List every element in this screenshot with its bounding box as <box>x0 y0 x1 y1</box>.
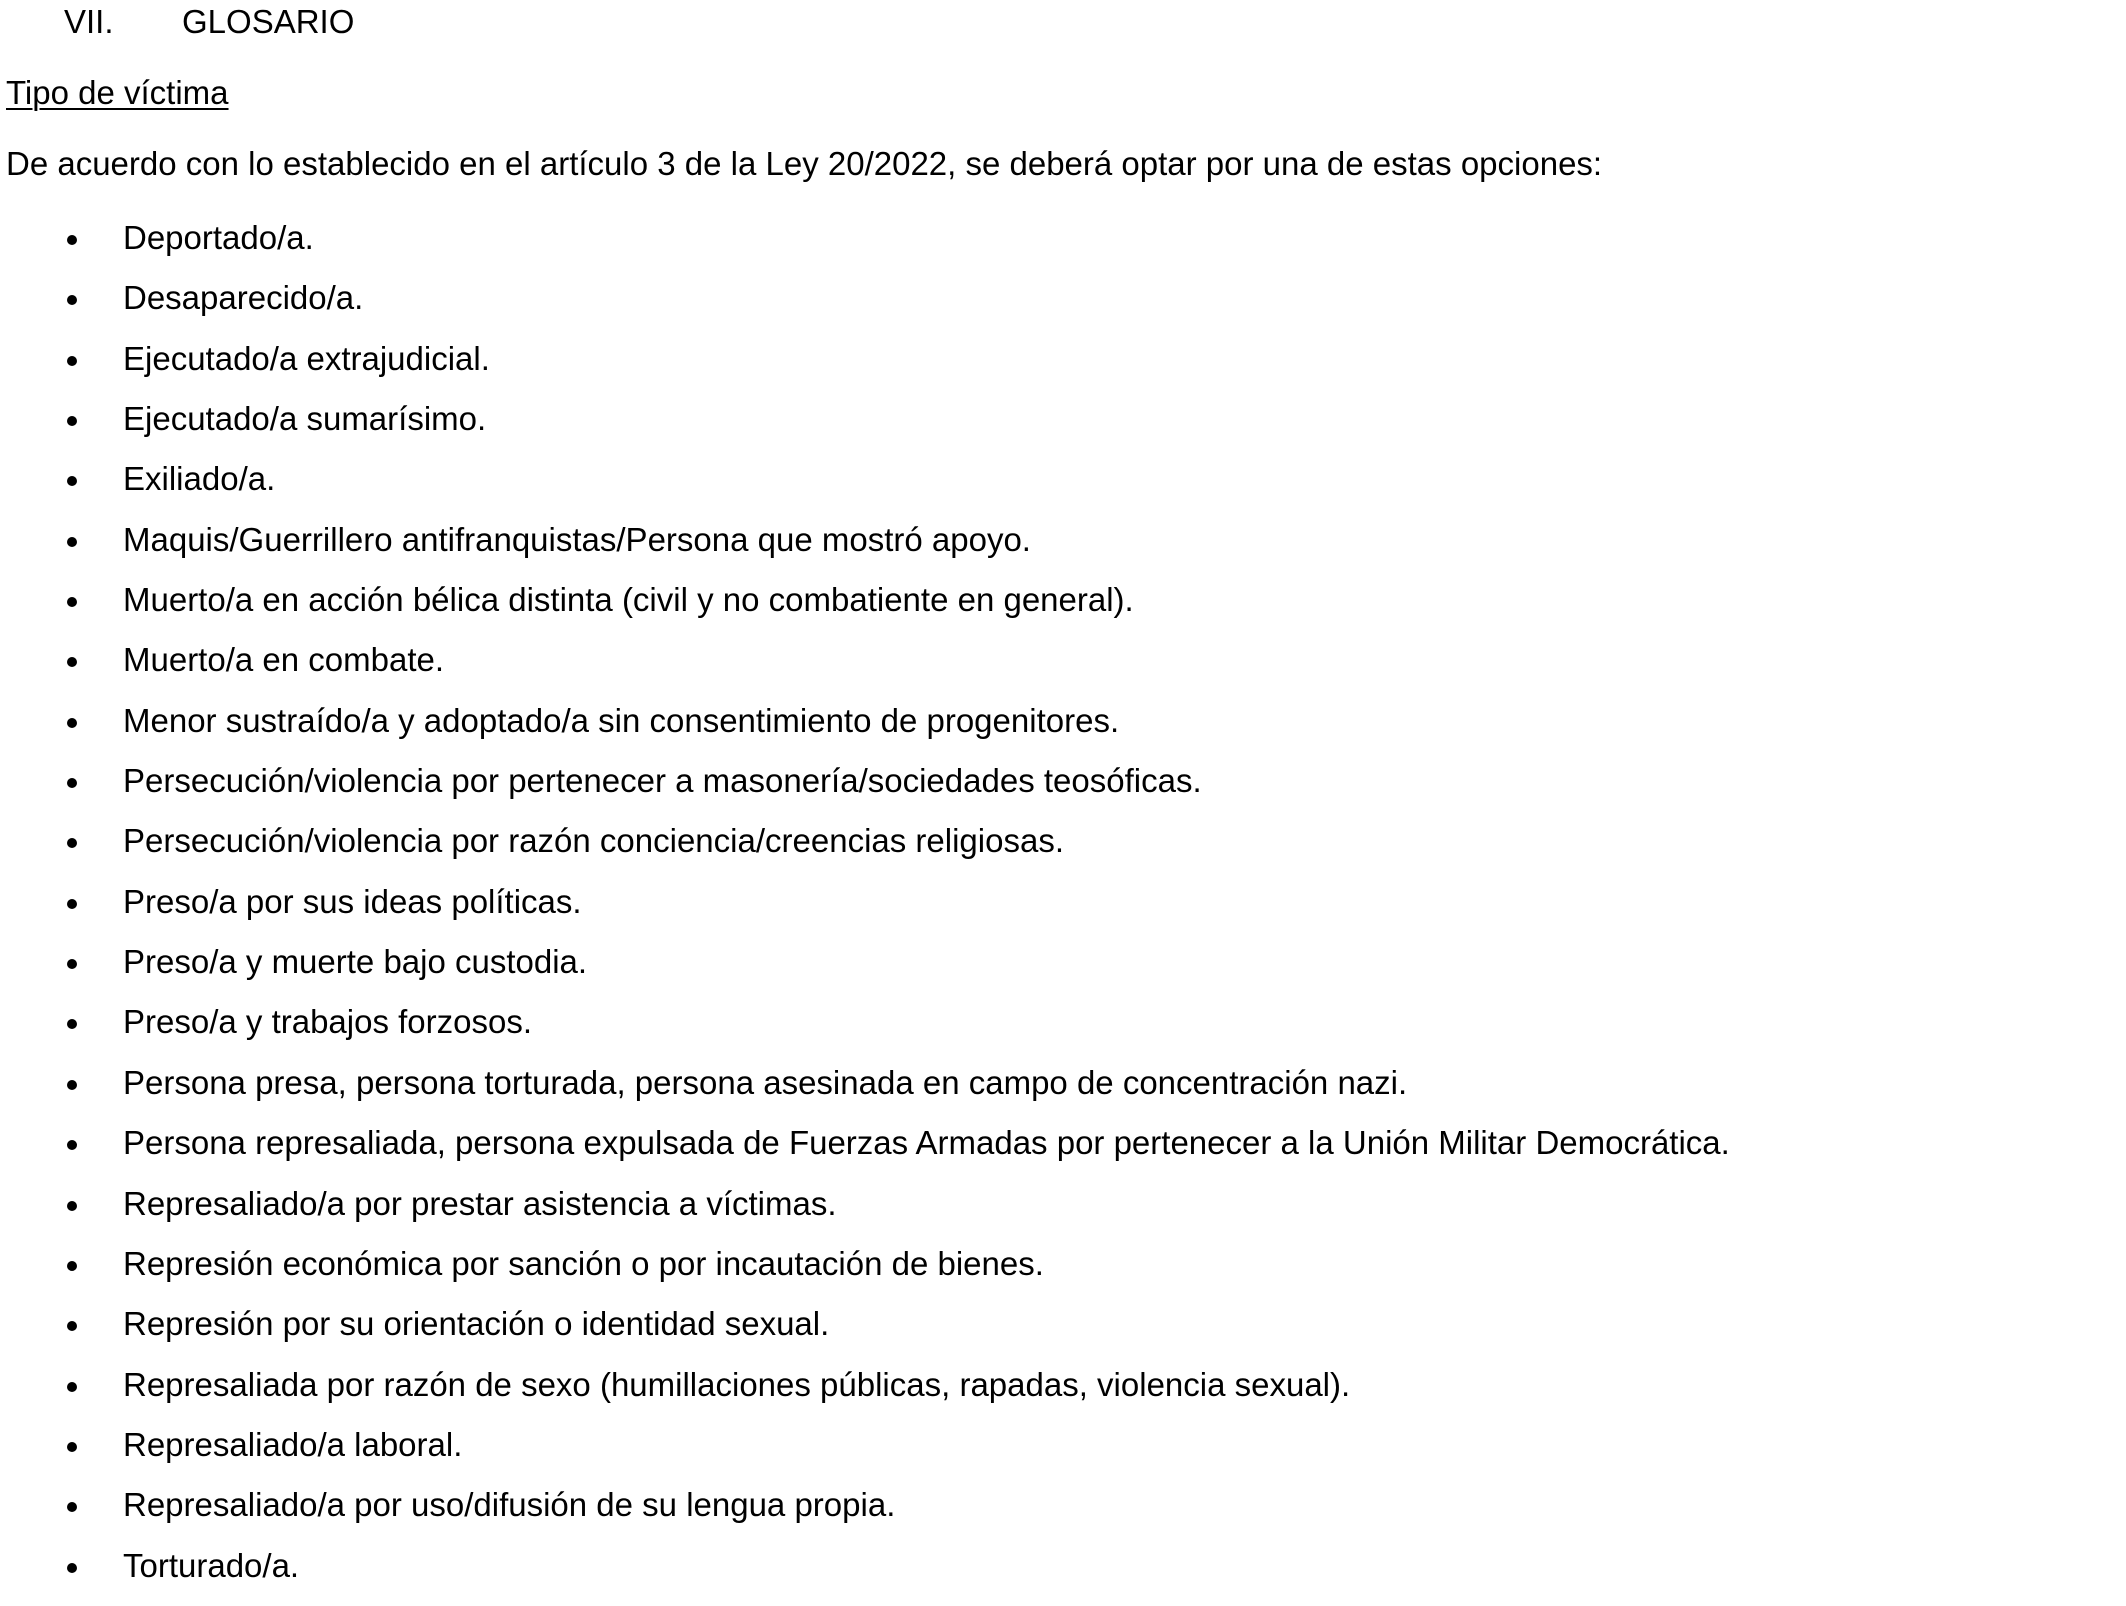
list-item-text: Represión por su orientación o identidad sexual. <box>123 1305 830 1343</box>
list-item-text: Menor sustraído/a y adoptado/a sin consentimiento de progenitores. <box>123 701 1120 739</box>
bullet-icon <box>67 657 77 667</box>
list-item-text: Represaliada por razón de sexo (humillaciones públicas, rapadas, violencia sexual). <box>123 1365 1351 1403</box>
bullet-icon <box>67 1201 77 1211</box>
bullet-icon <box>67 1019 77 1029</box>
bullet-icon <box>67 597 77 607</box>
bullet-icon <box>67 1140 77 1150</box>
bullet-icon <box>67 838 77 848</box>
list-item-text: Torturado/a. <box>123 1546 300 1584</box>
bullet-icon <box>67 1321 77 1331</box>
list-item-text: Persona represaliada, persona expulsada de Fuerzas Armadas por pertenecer a la Unión Militar Democrática. <box>123 1124 1730 1162</box>
list-item-text: Represión económica por sanción o por incautación de bienes. <box>123 1244 1044 1282</box>
bullet-icon <box>67 718 77 728</box>
subheading: Tipo de víctima <box>6 74 229 111</box>
list-item-text: Ejecutado/a extrajudicial. <box>123 339 490 377</box>
bullet-icon <box>67 899 77 909</box>
list-item-text: Muerto/a en acción bélica distinta (civil y no combatiente en general). <box>123 581 1134 619</box>
list-item-text: Preso/a por sus ideas políticas. <box>123 882 582 920</box>
list-item-text: Represaliado/a por uso/difusión de su lengua propia. <box>123 1486 896 1524</box>
intro-paragraph: De acuerdo con lo establecido en el artículo 3 de la Ley 20/2022, se deberá optar por una de estas opciones: <box>6 145 1603 182</box>
list-item-text: Muerto/a en combate. <box>123 641 445 679</box>
list-item-text: Represaliado/a laboral. <box>123 1425 463 1463</box>
bullet-icon <box>67 778 77 788</box>
bullet-icon <box>67 1563 77 1573</box>
list-item-text: Persecución/violencia por pertenecer a masonería/sociedades teosóficas. <box>123 762 1202 800</box>
bullet-icon <box>67 1261 77 1271</box>
list-item-text: Represaliado/a por prestar asistencia a víctimas. <box>123 1184 837 1222</box>
bullet-icon <box>67 1080 77 1090</box>
list-item-text: Preso/a y trabajos forzosos. <box>123 1003 533 1041</box>
list-item-text: Maquis/Guerrillero antifranquistas/Persona que mostró apoyo. <box>123 520 1031 558</box>
list-item-text: Exiliado/a. <box>123 460 276 498</box>
list-item-text: Desaparecido/a. <box>123 279 364 317</box>
list-item-text: Persecución/violencia por razón conciencia/creencias religiosas. <box>123 822 1064 860</box>
bullet-icon <box>67 1442 77 1452</box>
bullet-icon <box>67 295 77 305</box>
section-number: VII. <box>64 3 114 40</box>
bullet-icon <box>67 235 77 245</box>
bullet-icon <box>67 356 77 366</box>
list-item-text: Preso/a y muerte bajo custodia. <box>123 943 588 981</box>
bullet-icon <box>67 537 77 547</box>
list-item-text: Persona presa, persona torturada, persona asesinada en campo de concentración nazi. <box>123 1063 1408 1101</box>
bullet-icon <box>67 476 77 486</box>
bullet-icon <box>67 1502 77 1512</box>
list-item-text: Deportado/a. <box>123 219 314 256</box>
list-item-text: Ejecutado/a sumarísimo. <box>123 400 487 438</box>
bullet-icon <box>67 959 77 969</box>
bullet-icon <box>67 416 77 426</box>
section-title: GLOSARIO <box>182 3 355 40</box>
bullet-icon <box>67 1382 77 1392</box>
